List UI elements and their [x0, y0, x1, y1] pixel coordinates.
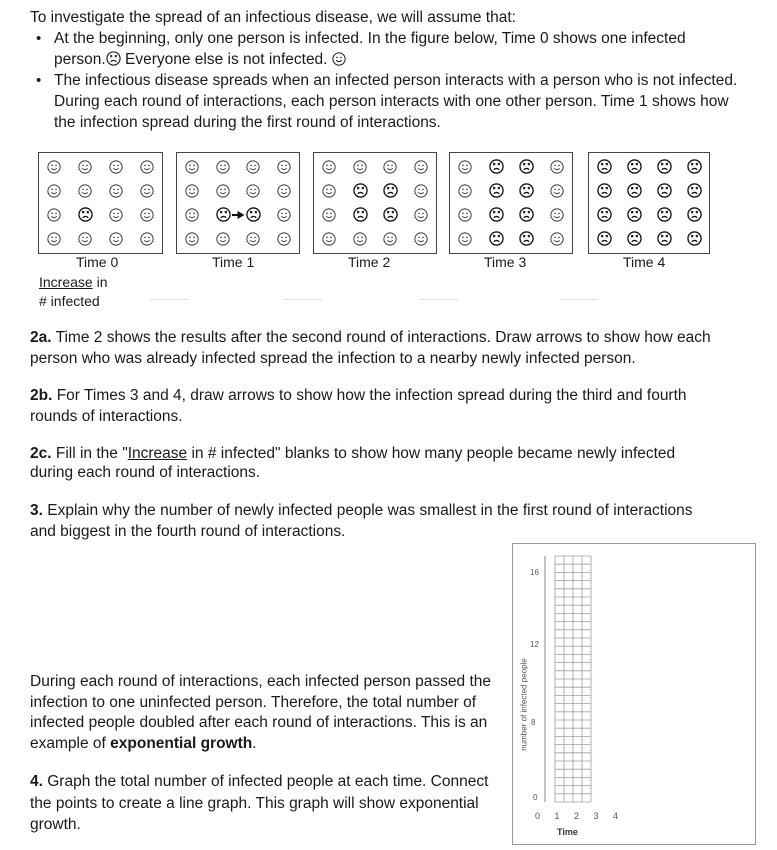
healthy-person-icon	[458, 207, 472, 221]
infected-person-icon	[489, 159, 503, 173]
infected-person-icon	[489, 207, 503, 221]
healthy-person-icon	[140, 159, 154, 173]
intro-block	[30, 7, 750, 133]
blank-line[interactable]	[420, 299, 458, 300]
time-label: Time 2	[348, 254, 391, 270]
time-grid[interactable]	[449, 152, 573, 254]
question-2c: 2c. Fill in the "Increase in # infected" blanks to show how many people became newly infected during each round of interactions.	[30, 445, 676, 481]
healthy-person-icon	[414, 159, 428, 173]
y-tick-label: 16	[530, 568, 539, 577]
time-grid[interactable]	[313, 152, 437, 254]
time-grid[interactable]	[38, 152, 163, 254]
question-2a: 2a. Time 2 shows the results after the second round of interactions. Draw arrows to show how each person who was already infected spread the infection to a nearby newly infected person.	[30, 329, 711, 367]
time-label: Time 0	[76, 254, 119, 270]
healthy-person-icon	[47, 183, 61, 197]
healthy-person-icon	[246, 231, 260, 245]
healthy-person-icon	[322, 207, 336, 221]
bullet-1-person: person.	[54, 51, 106, 68]
healthy-person-icon	[109, 159, 123, 173]
time-grid[interactable]	[176, 152, 300, 254]
healthy-person-icon	[78, 183, 92, 197]
time-label: Time 3	[484, 254, 527, 270]
healthy-person-icon	[458, 231, 472, 245]
healthy-person-icon	[109, 183, 123, 197]
healthy-person-icon	[550, 159, 564, 173]
infected-person-icon	[657, 159, 671, 173]
infected-person-icon	[519, 183, 533, 197]
bullet-1	[30, 28, 750, 70]
healthy-person-icon	[277, 183, 291, 197]
healthy-person-icon	[47, 231, 61, 245]
blank-line[interactable]	[284, 299, 322, 300]
blank-graph-grid	[513, 544, 755, 844]
spread-arrow-icon	[231, 206, 246, 227]
infected-person-icon	[519, 159, 533, 173]
healthy-person-icon	[322, 159, 336, 173]
healthy-person-icon	[550, 183, 564, 197]
question-3: 3. Explain why the number of newly infected people was smallest in the first round of interactions and biggest in the fourth round of interactions.	[30, 502, 693, 540]
healthy-person-icon	[414, 207, 428, 221]
bullet-dot: •	[36, 30, 42, 47]
x-axis-label: Time	[557, 827, 578, 837]
infected-person-icon	[627, 159, 641, 173]
healthy-person-icon	[216, 231, 230, 245]
healthy-person-icon	[47, 207, 61, 221]
healthy-person-icon	[185, 207, 199, 221]
healthy-person-icon	[216, 159, 230, 173]
bullet-dot: •	[36, 72, 42, 89]
healthy-person-icon	[322, 231, 336, 245]
infected-person-icon	[519, 207, 533, 221]
time-label: Time 4	[623, 254, 666, 270]
healthy-person-icon	[353, 231, 367, 245]
infected-person-icon	[519, 231, 533, 245]
healthy-person-icon	[140, 207, 154, 221]
healthy-person-icon	[277, 159, 291, 173]
healthy-person-icon	[78, 159, 92, 173]
healthy-person-icon	[246, 183, 260, 197]
healthy-person-icon	[458, 183, 472, 197]
blank-line[interactable]	[150, 299, 188, 300]
y-axis-label: number of infected people	[519, 658, 529, 751]
healthy-person-icon	[216, 183, 230, 197]
healthy-person-icon	[78, 231, 92, 245]
smile-face-icon	[332, 52, 346, 66]
healthy-person-icon	[277, 231, 291, 245]
healthy-person-icon	[140, 231, 154, 245]
y-tick-label: 0	[533, 793, 538, 802]
healthy-person-icon	[109, 207, 123, 221]
infected-person-icon	[383, 183, 397, 197]
healthy-person-icon	[550, 207, 564, 221]
infected-person-icon	[687, 231, 701, 245]
y-tick-label: 12	[530, 640, 539, 649]
time-grid[interactable]	[588, 152, 710, 254]
infected-person-icon	[687, 183, 701, 197]
healthy-person-icon	[246, 159, 260, 173]
infected-person-icon	[687, 159, 701, 173]
healthy-person-icon	[185, 159, 199, 173]
infected-person-icon	[216, 207, 230, 221]
healthy-person-icon	[47, 159, 61, 173]
exponential-paragraph: During each round of interactions, each infected person passed the infection to one uninfected person. Therefore, the total number of infected people doubled after each round of interactions. This is an example of exponential growth.	[30, 673, 491, 752]
healthy-person-icon	[140, 183, 154, 197]
increase-label: Increase in # infected	[39, 274, 108, 309]
x-tick-labels: 0 1 2 3 4	[535, 811, 625, 821]
healthy-person-icon	[109, 231, 123, 245]
infected-person-icon	[597, 159, 611, 173]
infected-person-icon	[597, 183, 611, 197]
infected-person-icon	[627, 183, 641, 197]
graph-panel[interactable]	[512, 543, 756, 845]
infected-person-icon	[489, 231, 503, 245]
bullet-2-text: The infectious disease spreads when an infected person interacts with a person who is not infected. During each round of interactions, each person interacts with one other person. Time 1 shows how the infection spread during the first round of interactions.	[54, 72, 738, 131]
infected-person-icon	[353, 183, 367, 197]
infected-person-icon	[597, 231, 611, 245]
healthy-person-icon	[185, 183, 199, 197]
infected-person-icon	[383, 207, 397, 221]
healthy-person-icon	[414, 183, 428, 197]
healthy-person-icon	[185, 231, 199, 245]
bullet-1-rest: Everyone else is not infected.	[120, 51, 328, 68]
healthy-person-icon	[353, 159, 367, 173]
blank-line[interactable]	[560, 299, 598, 300]
y-tick-label: 8	[531, 718, 536, 727]
healthy-person-icon	[414, 231, 428, 245]
question-4: 4. Graph the total number of infected people at each time. Connect the points to create a line graph. This graph will show exponential growth.	[30, 773, 489, 833]
healthy-person-icon	[383, 231, 397, 245]
time-label: Time 1	[212, 254, 255, 270]
infected-person-icon	[657, 207, 671, 221]
infected-person-icon	[657, 183, 671, 197]
infected-person-icon	[687, 207, 701, 221]
intro-heading: To investigate the spread of an infectious disease, we will assume that:	[30, 9, 516, 26]
healthy-person-icon	[550, 231, 564, 245]
infected-person-icon	[657, 231, 671, 245]
healthy-person-icon	[383, 159, 397, 173]
infected-person-icon	[489, 183, 503, 197]
infected-person-icon	[597, 207, 611, 221]
healthy-person-icon	[277, 207, 291, 221]
infected-person-icon	[353, 207, 367, 221]
infected-person-icon	[78, 207, 92, 221]
healthy-person-icon	[322, 183, 336, 197]
healthy-person-icon	[458, 159, 472, 173]
bullet-1-line1: At the beginning, only one person is infected. In the figure below, Time 0 shows one infected	[54, 30, 686, 47]
question-2b: 2b. For Times 3 and 4, draw arrows to show how the infection spread during the third and fourth rounds of interactions.	[30, 387, 687, 425]
bullet-2	[30, 70, 750, 133]
infected-person-icon	[627, 207, 641, 221]
infected-person-icon	[246, 207, 260, 221]
sick-face-icon	[106, 51, 121, 66]
infected-person-icon	[627, 231, 641, 245]
